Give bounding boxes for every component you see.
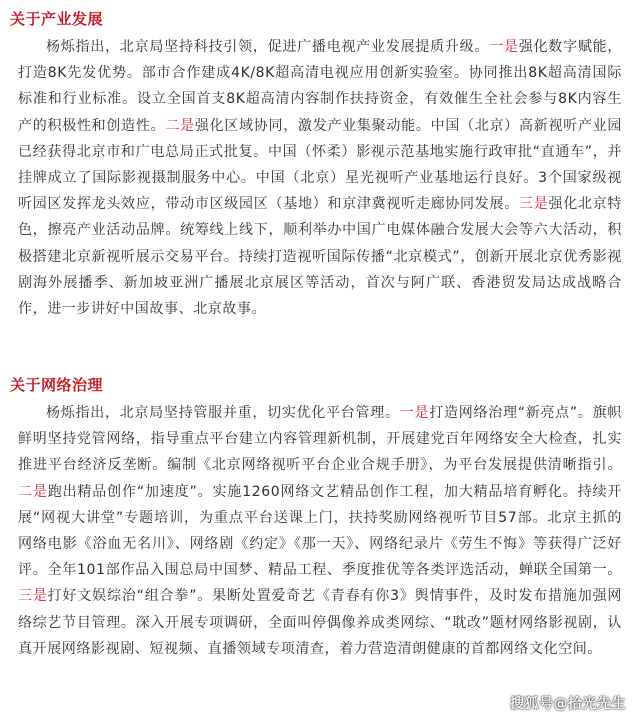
paragraph-text: 强化数字赋能，打造8K先发优势。部市合作建成4K/8K超高清电视应用创新实验室。协同推出8K超高清国际标准和行业标准。设立全国首支8K超高清内容制作扶持资金，有效催生全社会参与8K内容生产的积极性和创造性。 (18, 39, 622, 134)
section-paragraph-industry-development (18, 34, 622, 322)
paragraph-text: 强化北京特色，擦亮产业活动品牌。统筹线上线下，顺利举办中国广电媒体融合发展大会等六大活动，积极搭建北京新视听展示交易平台。持续打造视听国际传播“北京模式”，创新开展北京优秀影视剧海外展播季、新加坡亚洲广播展北京展区等活动，首次与阿广联、香港贸发局达成战略合作，进一步讲好中国故事、北京故事。 (18, 196, 623, 318)
paragraph-text: 强化区域协同，激发产业集聚动能。中国（北京）高新视听产业园已经获得北京市和广电总局正式批复。中国（怀柔）影视示范基地实施行政审批“直通车”，并挂牌成立了国际影视摄制服务中心。中国（北京）星光视听产业基地运行良好。3个国家级视听园区发挥龙头效应，带动市区级园区（基地）和京津冀视听走廊协同发展。 (18, 117, 623, 213)
section-paragraph-network-governance (18, 400, 622, 662)
ordinal-marker: 一是 (399, 405, 430, 421)
section-heading-network-governance: 关于网络治理 (10, 376, 104, 394)
ordinal-marker: 三是 (518, 196, 549, 213)
paragraph-text: 跑出精品创作“加速度”。实施1260网络文艺精品创作工程，加大精品培育孵化。持续开展“网视大讲堂”专题培训，为重点平台送课上门，扶持奖励网络视听节目57部。北京主抓的网络电影《浴血无名川》、网络剧《约定》《那一天》、网络纪录片《劳生不悔》等获得广泛好评。全年101部作品入围总局中国梦、精品工程、季度推优等各类评选活动，蝉联全国第一。 (18, 483, 622, 579)
ordinal-marker: 二是 (165, 117, 195, 134)
ordinal-marker: 二是 (18, 483, 48, 500)
sohu-watermark: 搜狐号@拾光先生 (510, 696, 626, 712)
ordinal-marker: 三是 (18, 588, 48, 605)
paragraph-text: 杨烁指出，北京局坚持科技引领，促进广播电视产业发展提质升级。 (46, 39, 490, 55)
paragraph-text: 杨烁指出，北京局坚持管服并重，切实优化平台管理。 (46, 405, 400, 421)
paragraph-text: 打好文娱综治“组合拳”。果断处置爱奇艺《青春有你3》舆情事件，及时发布措施加强网络综艺节目管理。深入开展专项调研，全面叫停偶像养成类网综、“耽改”题材网络影视剧，认真开展网络影视剧、短视频、直播领域专项清查，着力营造清朗健康的首都网络文化空间。 (18, 588, 622, 657)
paragraph-text: 打造网络治理“新亮点”。旗帜鲜明坚持党管网络，指导重点平台建立内容管理新机制，开展建党百年网络安全大检查，扎实推进平台经济反垄断。编制《北京网络视听平台企业合规手册》，为平台发展提供清晰指引。 (18, 405, 622, 474)
ordinal-marker: 一是 (489, 39, 519, 55)
section-heading-industry-development: 关于产业发展 (10, 10, 104, 28)
